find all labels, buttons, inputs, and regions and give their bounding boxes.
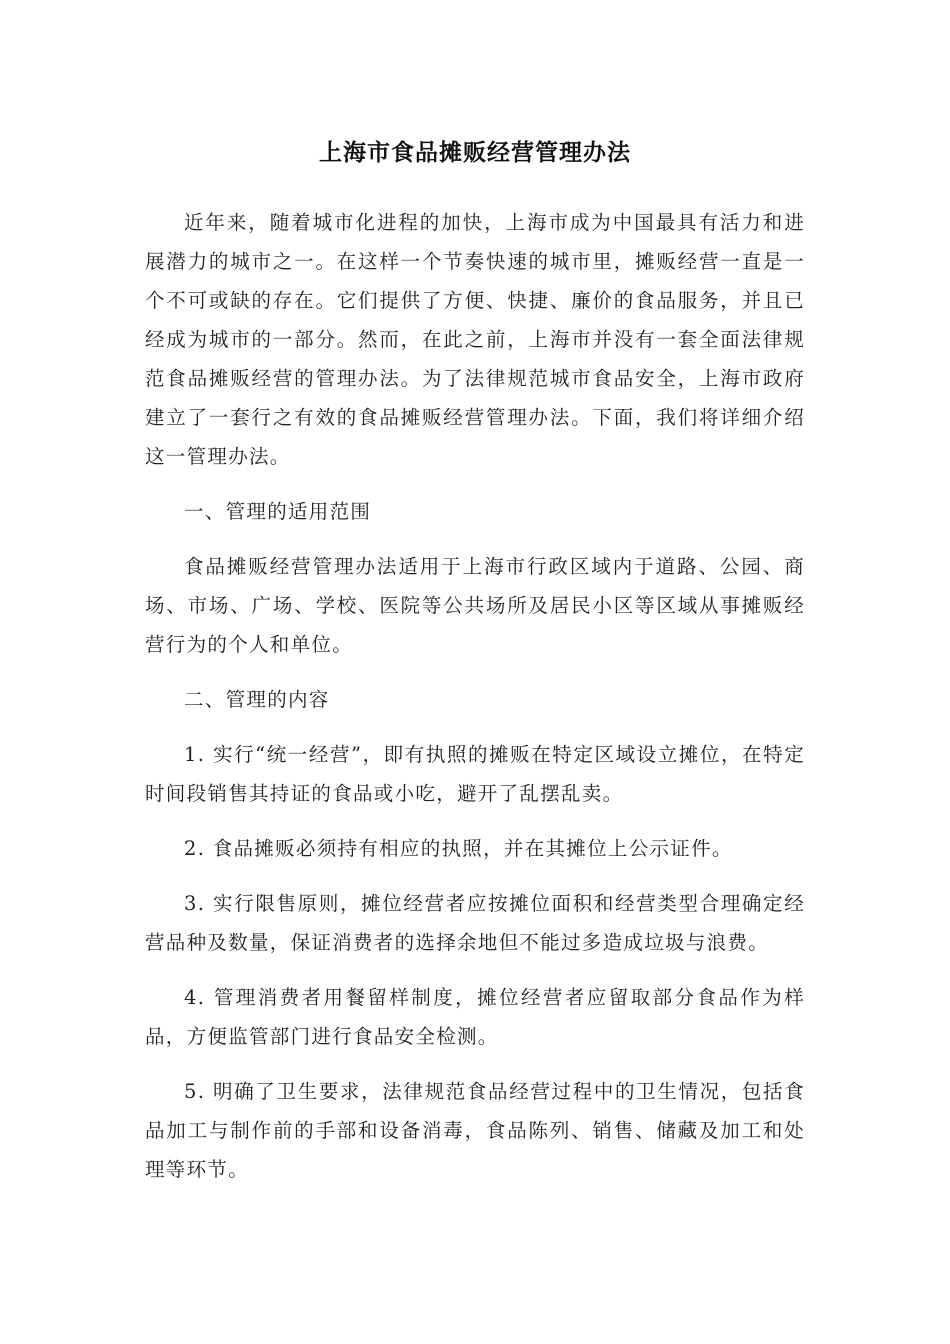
section-heading-content: 二、管理的内容 — [184, 688, 330, 711]
document-title: 上海市食品摊贩经营管理办法 — [319, 140, 631, 166]
section-heading-scope: 一、管理的适用范围 — [184, 500, 372, 523]
content-item-3: 3. 实行限售原则，摊位经营者应按摊位面积和经营类型合理确定经营品种及数量，保证消费者的选择余地但不能过多造成垃圾与浪费。 — [145, 892, 805, 954]
content-item-1: 1. 实行“统一经营”，即有执照的摊贩在特定区域设立摊位，在特定时间段销售其持证的食品或小吃，避开了乱摆乱卖。 — [145, 743, 805, 805]
document-body — [145, 203, 805, 1205]
content-item-4: 4. 管理消费者用餐留样制度，摊位经营者应留取部分食品作为样品，方便监管部门进行食品安全检测。 — [145, 986, 805, 1048]
scope-paragraph: 食品摊贩经营管理办法适用于上海市行政区域内于道路、公园、商场、市场、广场、学校、医院等公共场所及居民小区等区域从事摊贩经营行为的个人和单位。 — [145, 555, 805, 656]
intro-paragraph: 近年来，随着城市化进程的加快，上海市成为中国最具有活力和进展潜力的城市之一。在这样一个节奏快速的城市里，摊贩经营一直是一个不可或缺的存在。它们提供了方便、快捷、廉价的食品服务，并且已经成为城市的一部分。然而，在此之前，上海市并没有一套全面法律规范食品摊贩经营的管理办法。为了法律规范城市食品安全，上海市政府建立了一套行之有效的食品摊贩经营管理办法。下面，我们将详细介绍这一管理办法。 — [145, 211, 805, 468]
content-item-2: 2. 食品摊贩必须持有相应的执照，并在其摊位上公示证件。 — [184, 837, 733, 860]
content-item-5: 5. 明确了卫生要求，法律规范食品经营过程中的卫生情况，包括食品加工与制作前的手部和设备消毒，食品陈列、销售、储藏及加工和处理等环节。 — [145, 1080, 805, 1181]
